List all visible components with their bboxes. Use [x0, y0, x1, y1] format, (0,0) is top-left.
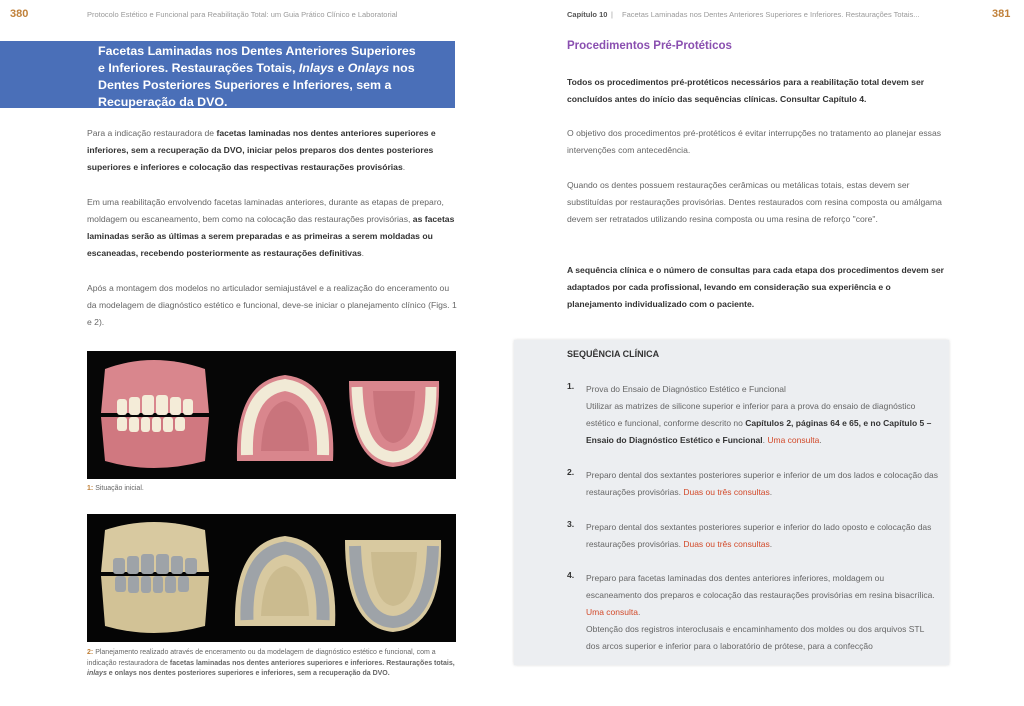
- right-page: [512, 0, 1024, 706]
- clinical-sequence-box: SEQUÊNCIA CLÍNICA 1. Prova do Ensaio de Diagnóstico Estético e Funcional Utilizar as matrizes de silicone superior e inferior para a prova do ensaio de diagnóstico estético e funcional, conforme descrito no Capítulos 2, páginas 64 e 65, e no Capítulo 5 – Ensaio do Diagnóstico Estético e Funcional. Uma consulta. 2. Preparo dental dos sextantes posteriores superior e inferior de um dos lados e colocação das restaurações provisórias. Duas ou três consultas. 3. Preparo dental dos sextantes posteriores superior e inferior do lado oposto e colocação das restaurações provisórias. Duas ou três consultas. 4. Preparo para facetas laminadas dos dentes anteriores inferiores, moldagem ou escaneamento dos preparos e colocação das restaurações provisórias em resina bisacrílica. Uma consulta. Obtenção dos registros interoclusais e encaminhamento dos moldes ou dos arquivos STL dos arcos superior e inferior para o laboratório de prótese, para a confecção: [514, 340, 949, 665]
- header-separator: |: [611, 10, 613, 19]
- planning-paragraph: Após a montagem dos modelos no articulador semiajustável e a realização do enceramento ou da modelagem de diagnóstico estético e funcional, deve-se iniciar o planejamento clínico (Figs. 1 e 2).: [87, 283, 457, 327]
- dental-photo-waxup: [87, 514, 456, 642]
- sequence-adaptation-paragraph: A sequência clínica e o número de consultas para cada etapa dos procedimentos devem ser adaptados por cada profissional, levando em consideração sua experiência e o planejamento individualizado com o paciente.: [567, 265, 944, 309]
- figure-2-caption: 2: Planejamento realizado através de enceramento ou da modelagem de diagnóstico estético e funcional, com a indicação restauradora de facetas laminadas nos dentes anteriores superiores e inferiores. Restaurações totais, inlays e onlays nos dentes posteriores superiores e inferiores, sem a recuperação da DVO.: [87, 649, 455, 677]
- restorations-paragraph: Quando os dentes possuem restaurações cerâmicas ou metálicas totais, estas devem ser substituídas por restaurações provisórias. Dentes restaurados com resina composta ou amálgama devem ser retratados utilizando resina composta ou uma resina de reforço "core".: [567, 180, 942, 224]
- running-header-right: Facetas Laminadas nos Dentes Anteriores Superiores e Inferiores. Restaurações Totais...: [622, 10, 920, 19]
- chapter-title: Facetas Laminadas nos Dentes Anteriores Superiores e Inferiores. Restaurações Totais, Inlays e Onlays nos Dentes Posteriores Superiores e Inferiores, sem a Recuperação da DVO.: [98, 44, 416, 109]
- chapter-label: Capítulo 10: [567, 10, 608, 19]
- section-title: Procedimentos Pré-Protéticos: [567, 40, 732, 52]
- intro-paragraph: Para a indicação restauradora de facetas laminadas nos dentes anteriores superiores e inferiores, sem a recuperação da DVO, iniciar pelos preparos dos dentes posteriores superiores e inferiores e colocação das respectivas restaurações provisórias.: [87, 128, 436, 172]
- running-header-left: Protocolo Estético e Funcional para Reabilitação Total: um Guia Prático Clínico e Laboratorial: [87, 10, 398, 19]
- clinical-sequence-title: SEQUÊNCIA CLÍNICA: [567, 349, 660, 359]
- chapter-title-bar: [0, 41, 455, 108]
- figure-1-initial-situation: [87, 351, 456, 479]
- figure-2-diagnostic-waxup: [87, 514, 456, 642]
- preprosthetic-intro: Todos os procedimentos pré-protéticos necessários para a reabilitação total devem ser concluídos antes do início das sequências clínicas. Consultar Capítulo 4.: [567, 77, 925, 104]
- page-number-left: 380: [10, 8, 29, 20]
- page-number-right: 381: [992, 8, 1011, 20]
- figure-1-caption: 1: Situação inicial.: [87, 485, 144, 492]
- dental-photo-initial: [87, 351, 456, 479]
- preprosthetic-objective: O objetivo dos procedimentos pré-protéticos é evitar interrupções no tratamento ao planejar essas intervenções com antecedência.: [567, 128, 942, 155]
- veneer-paragraph: Em uma reabilitação envolvendo facetas laminadas anteriores, durante as etapas de preparo, moldagem ou escaneamento, bem como na colocação das restaurações provisórias, as facetas laminadas serão as últimas a serem preparadas e as primeiras a serem moldadas ou escaneadas, recebendo posteriormente as restaurações definitivas.: [87, 197, 455, 258]
